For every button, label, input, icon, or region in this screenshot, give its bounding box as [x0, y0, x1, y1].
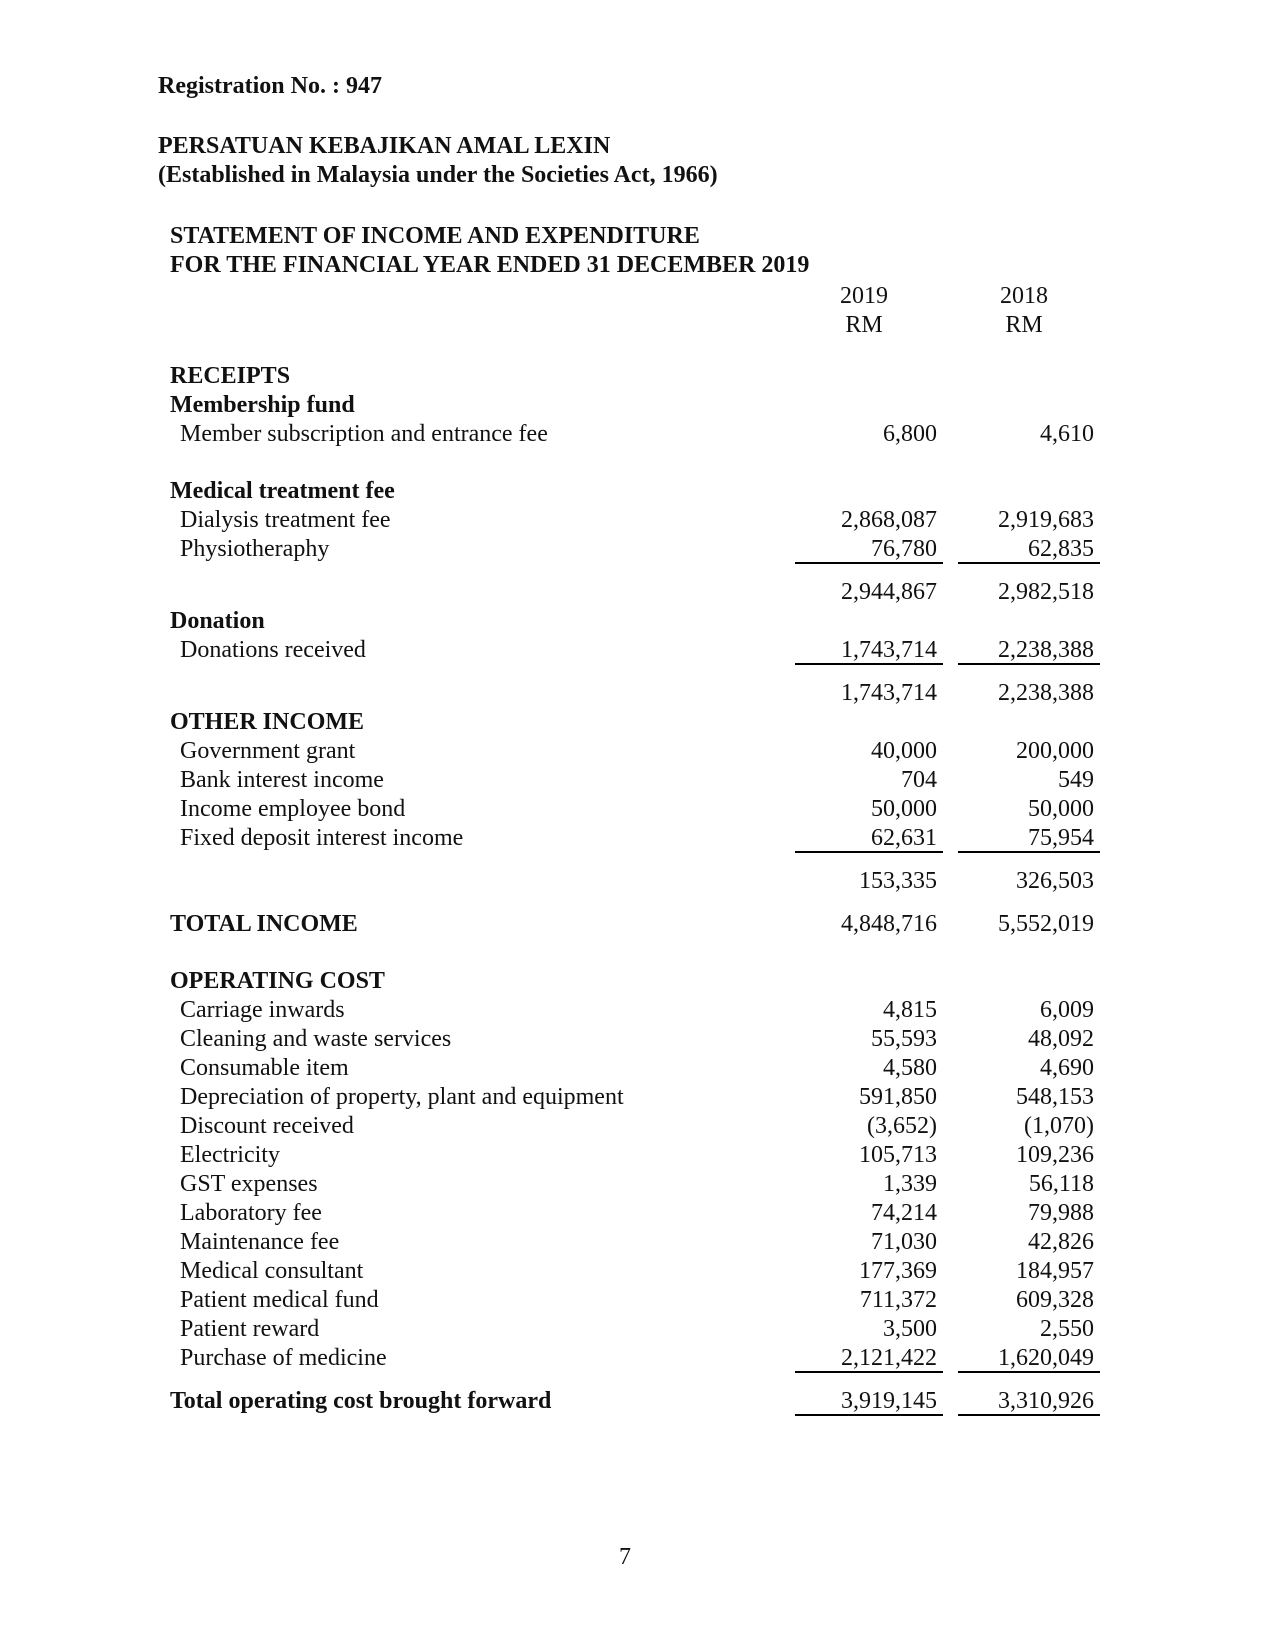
statement-row: [170, 1054, 1100, 1083]
statement-rows: [170, 362, 1100, 1416]
row-label: Total operating cost brought forward: [170, 1388, 552, 1414]
row-value-2019: 62,631: [795, 824, 943, 853]
row-value-2019: 4,848,716: [841, 911, 937, 937]
row-value-2018: 2,982,518: [998, 579, 1094, 605]
row-value-2019: 71,030: [871, 1229, 937, 1255]
row-value-2019: [795, 607, 943, 636]
statement-row: [170, 795, 1100, 824]
statement-row: [170, 535, 1100, 564]
row-value-2019: 2,868,087: [841, 507, 937, 533]
row-value-2019: 2,944,867: [841, 579, 937, 605]
row-value-2019: 40,000: [871, 738, 937, 764]
row-value-2018: 1,620,049: [958, 1344, 1100, 1373]
statement-row: [170, 607, 1100, 636]
statement-row: [170, 477, 1100, 506]
statement-row: [170, 420, 1100, 449]
column-header-year-2018: 2018: [1000, 283, 1048, 309]
row-value-2018: 6,009: [1040, 997, 1094, 1023]
row-value-2019: 711,372: [859, 1287, 937, 1313]
statement-row: [170, 1387, 1100, 1416]
organization-subtitle: (Established in Malaysia under the Societies Act, 1966): [158, 162, 718, 188]
row-value-2018: 79,988: [1028, 1200, 1094, 1226]
row-label: Discount received: [180, 1113, 354, 1139]
page-number: 7: [619, 1544, 631, 1570]
statement-row: [170, 506, 1100, 535]
row-value-2019: 55,593: [871, 1026, 937, 1052]
statement-period: FOR THE FINANCIAL YEAR ENDED 31 DECEMBER 2019: [170, 252, 810, 278]
row-label: Laboratory fee: [180, 1200, 322, 1226]
income-statement: [170, 222, 1100, 1416]
row-label: Maintenance fee: [180, 1229, 340, 1255]
row-value-2019: 1,743,714: [841, 680, 937, 706]
row-label: Medical consultant: [180, 1258, 364, 1284]
statement-row: [170, 449, 1100, 477]
statement-row: [170, 636, 1100, 665]
statement-row: [170, 766, 1100, 795]
row-value-2019: 76,780: [795, 535, 943, 564]
row-label: [170, 679, 795, 708]
row-label: Membership fund: [170, 392, 355, 418]
row-value-2018: 4,690: [1040, 1055, 1094, 1081]
row-value-2018: 50,000: [1028, 796, 1094, 822]
row-label: Consumable item: [180, 1055, 349, 1081]
row-value-2018: 184,957: [1016, 1258, 1094, 1284]
statement-row: [170, 1083, 1100, 1112]
statement-row: [170, 679, 1100, 708]
statement-row: [170, 362, 1100, 391]
registration-number: Registration No. : 947: [158, 73, 382, 99]
row-label: Fixed deposit interest income: [180, 825, 464, 851]
row-value-2018: 4,610: [1040, 421, 1094, 447]
row-value-2018: 3,310,926: [958, 1387, 1100, 1416]
row-value-2019: (3,652): [867, 1113, 937, 1139]
row-value-2019: 591,850: [859, 1084, 937, 1110]
row-value-2019: 4,580: [883, 1055, 937, 1081]
row-value-2018: 5,552,019: [998, 911, 1094, 937]
row-value-2018: 2,238,388: [998, 680, 1094, 706]
row-value-2018: 56,118: [1028, 1171, 1094, 1197]
row-label: OTHER INCOME: [170, 709, 365, 735]
statement-row: [170, 1315, 1100, 1344]
row-value-2018: [958, 939, 1100, 967]
row-value-2019: 105,713: [859, 1142, 937, 1168]
row-value-2018: 2,550: [1040, 1316, 1094, 1342]
row-value-2019: 704: [901, 767, 937, 793]
row-label: Cleaning and waste services: [180, 1026, 452, 1052]
row-value-2019: 6,800: [883, 421, 937, 447]
row-value-2019: [795, 939, 943, 967]
row-value-2019: 3,500: [883, 1316, 937, 1342]
statement-row: [170, 1257, 1100, 1286]
row-value-2019: [795, 708, 943, 737]
row-label: TOTAL INCOME: [170, 911, 358, 937]
statement-row: [170, 737, 1100, 766]
organization-name: PERSATUAN KEBAJIKAN AMAL LEXIN: [158, 133, 611, 159]
statement-row: [170, 391, 1100, 420]
statement-row: [170, 1141, 1100, 1170]
row-value-2018: 75,954: [958, 824, 1100, 853]
row-value-2018: (1,070): [1024, 1113, 1094, 1139]
row-value-2019: [795, 449, 943, 477]
statement-row: [170, 1025, 1100, 1054]
row-value-2019: 153,335: [859, 868, 937, 894]
column-header-currency-2019: RM: [845, 312, 883, 338]
statement-row: [170, 578, 1100, 607]
row-value-2019: 177,369: [859, 1258, 937, 1284]
row-label: OPERATING COST: [170, 968, 385, 994]
statement-row: [170, 996, 1100, 1025]
row-value-2018: [958, 967, 1100, 996]
row-value-2018: 326,503: [1016, 868, 1094, 894]
row-label: Patient medical fund: [180, 1287, 379, 1313]
row-label: Donations received: [180, 637, 366, 663]
row-label: Income employee bond: [180, 796, 406, 822]
row-value-2018: 549: [1058, 767, 1094, 793]
row-value-2019: 1,743,714: [795, 636, 943, 665]
row-value-2018: 48,092: [1028, 1026, 1094, 1052]
statement-row: [170, 1112, 1100, 1141]
row-label: Purchase of medicine: [180, 1345, 387, 1371]
column-header-block: [170, 282, 1100, 340]
row-label: Carriage inwards: [180, 997, 345, 1023]
row-value-2019: [795, 362, 943, 391]
row-label: Dialysis treatment fee: [180, 507, 391, 533]
row-value-2018: 200,000: [1016, 738, 1094, 764]
statement-row: [170, 1199, 1100, 1228]
row-label: Physiotheraphy: [180, 536, 330, 562]
currency-header-row: [170, 311, 1100, 340]
row-label: GST expenses: [180, 1171, 318, 1197]
row-label: [170, 449, 795, 477]
column-header-year-2019: 2019: [840, 283, 888, 309]
row-label: [170, 867, 795, 896]
row-value-2018: 42,826: [1028, 1229, 1094, 1255]
row-value-2019: [795, 391, 943, 420]
row-value-2019: 50,000: [871, 796, 937, 822]
currency-header-spacer: [170, 311, 795, 340]
row-value-2019: 1,339: [883, 1171, 937, 1197]
row-value-2019: [795, 967, 943, 996]
row-value-2018: [958, 708, 1100, 737]
row-label: RECEIPTS: [170, 363, 291, 389]
row-value-2018: [958, 391, 1100, 420]
row-value-2018: 2,238,388: [958, 636, 1100, 665]
statement-row: [170, 1344, 1100, 1373]
document-header: [158, 0, 1275, 190]
statement-row: [170, 1170, 1100, 1199]
row-value-2018: [958, 362, 1100, 391]
row-label: Bank interest income: [180, 767, 384, 793]
year-header-spacer: [170, 282, 795, 311]
row-value-2018: 2,919,683: [998, 507, 1094, 533]
statement-row: [170, 867, 1100, 896]
year-header-row: [170, 282, 1100, 311]
statement-title: STATEMENT OF INCOME AND EXPENDITURE: [170, 223, 700, 249]
row-label: Member subscription and entrance fee: [180, 421, 548, 447]
row-label: Donation: [170, 608, 265, 634]
row-value-2019: 74,214: [871, 1200, 937, 1226]
statement-row: [170, 1228, 1100, 1257]
row-value-2019: 4,815: [883, 997, 937, 1023]
row-value-2018: 609,328: [1016, 1287, 1094, 1313]
statement-row: [170, 910, 1100, 939]
row-value-2018: 62,835: [958, 535, 1100, 564]
row-value-2018: 109,236: [1016, 1142, 1094, 1168]
row-label: Depreciation of property, plant and equipment: [180, 1084, 624, 1110]
row-label: Patient reward: [180, 1316, 320, 1342]
statement-row: [170, 967, 1100, 996]
statement-row: [170, 824, 1100, 853]
statement-row: [170, 939, 1100, 967]
row-label: Medical treatment fee: [170, 478, 395, 504]
row-value-2019: [795, 477, 943, 506]
statement-row: [170, 708, 1100, 737]
row-value-2018: 548,153: [1016, 1084, 1094, 1110]
row-label: Electricity: [180, 1142, 280, 1168]
row-label: Government grant: [180, 738, 356, 764]
row-value-2018: [958, 449, 1100, 477]
row-label: [170, 578, 795, 607]
row-value-2018: [958, 477, 1100, 506]
row-value-2018: [958, 607, 1100, 636]
row-label: [170, 939, 795, 967]
statement-row: [170, 1286, 1100, 1315]
row-value-2019: 2,121,422: [795, 1344, 943, 1373]
row-value-2019: 3,919,145: [795, 1387, 943, 1416]
column-header-currency-2018: RM: [1005, 312, 1043, 338]
